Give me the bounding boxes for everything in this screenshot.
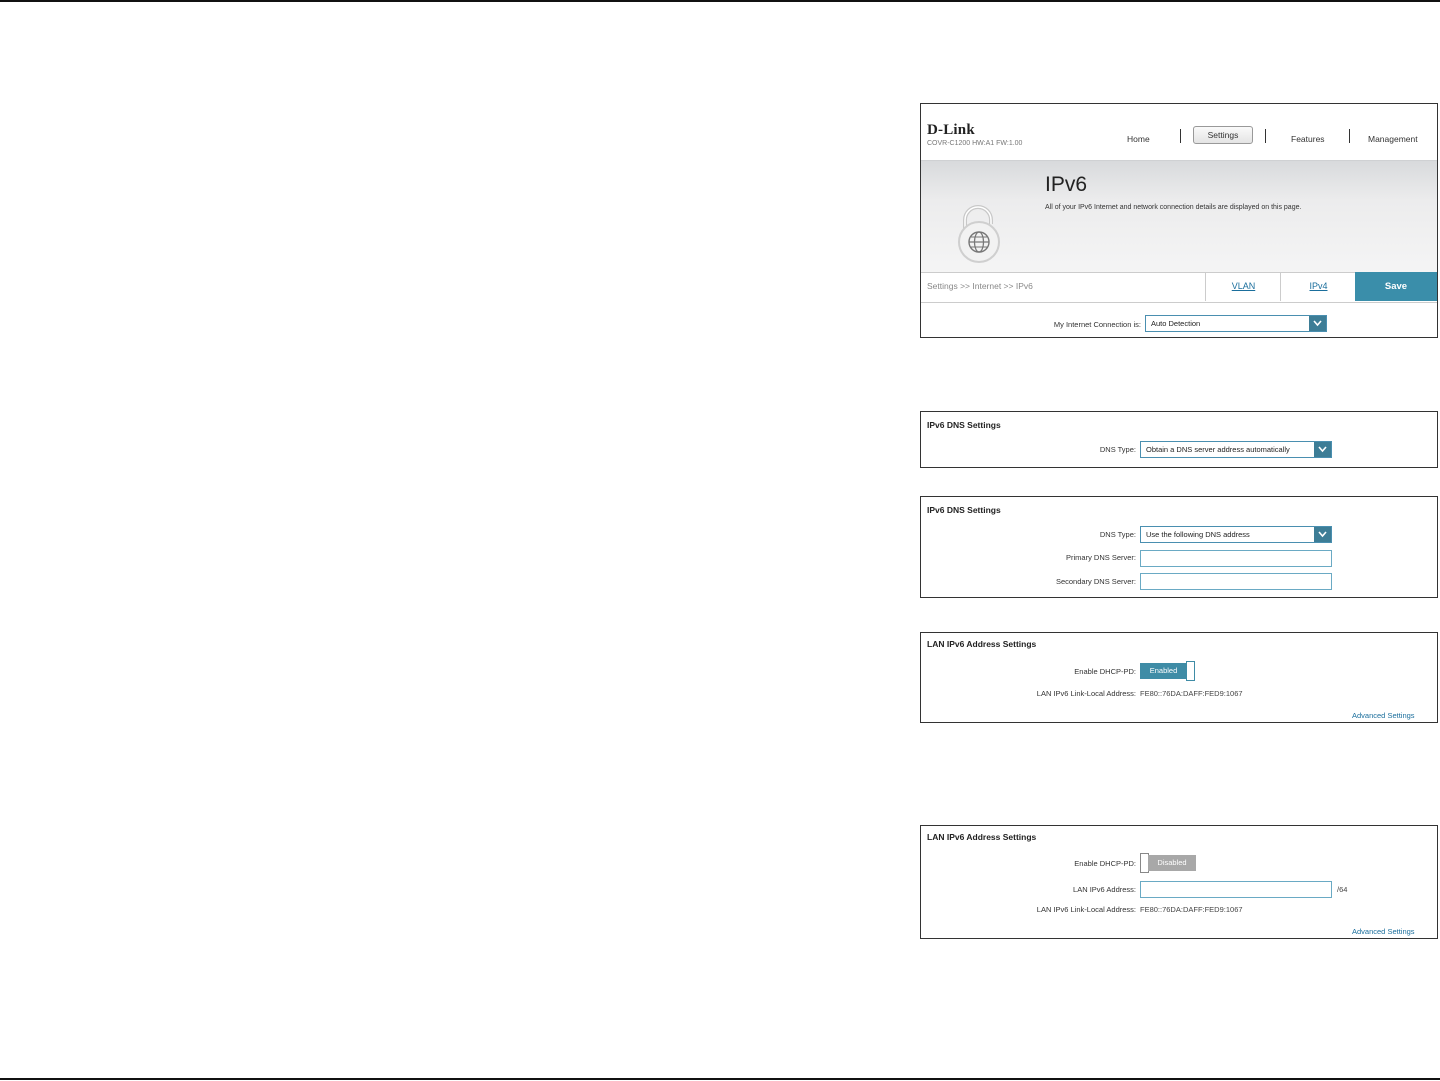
nav-settings[interactable]: Settings — [1193, 126, 1253, 144]
dhcp-pd-toggle[interactable] — [1140, 661, 1197, 681]
prefix-suffix: /64 — [1337, 885, 1348, 894]
dns-type-select-value: Obtain a DNS server address automatically — [1146, 445, 1290, 454]
link-local-label: LAN IPv6 Link-Local Address: — [1036, 689, 1136, 698]
nav-separator — [1349, 129, 1350, 143]
lan-disabled-panel — [920, 825, 1438, 939]
nav-features[interactable]: Features — [1291, 134, 1325, 144]
advanced-settings-link[interactable]: Advanced Settings — [1352, 927, 1415, 936]
link-local-value: FE80::76DA:DAFF:FED9:1067 — [1140, 689, 1243, 698]
panel-title: IPv6 DNS Settings — [927, 505, 1001, 515]
save-button[interactable]: Save — [1355, 272, 1437, 301]
tab-vlan[interactable]: VLAN — [1205, 272, 1281, 301]
model-info: COVR-C1200 HW:A1 FW:1.00 — [927, 140, 1023, 147]
dhcp-pd-label: Enable DHCP-PD: — [1074, 859, 1136, 868]
nav-home[interactable]: Home — [1127, 134, 1150, 144]
chevron-down-icon — [1314, 527, 1331, 542]
bottom-rule — [0, 1078, 1440, 1080]
page-title: IPv6 — [1045, 173, 1088, 196]
connection-select[interactable] — [1145, 315, 1327, 332]
dns-type-select-value: Use the following DNS address — [1146, 530, 1250, 539]
nav-separator — [1265, 129, 1266, 143]
chevron-down-icon — [1309, 316, 1326, 331]
dlink-logo: D-Link — [927, 122, 975, 138]
connection-label: My Internet Connection is: — [1053, 320, 1141, 329]
secondary-dns-input[interactable] — [1140, 573, 1332, 590]
tab-ipv4[interactable]: IPv4 — [1280, 272, 1356, 301]
panel-title: LAN IPv6 Address Settings — [927, 639, 1037, 649]
primary-dns-input[interactable] — [1140, 550, 1332, 567]
panel-title: IPv6 DNS Settings — [927, 420, 1001, 430]
lan-enabled-panel — [920, 632, 1438, 723]
link-local-label: LAN IPv6 Link-Local Address: — [1036, 905, 1136, 914]
lan-ipv6-address-input[interactable] — [1140, 881, 1332, 898]
breadcrumb: Settings >> Internet >> IPv6 — [927, 281, 1033, 291]
page-description: All of your IPv6 Internet and network connection details are displayed on this page. — [1045, 204, 1302, 211]
dhcp-pd-label: Enable DHCP-PD: — [1074, 667, 1136, 676]
panel-title: LAN IPv6 Address Settings — [927, 832, 1037, 842]
advanced-settings-link[interactable]: Advanced Settings — [1352, 711, 1415, 720]
nav-separator — [1180, 129, 1181, 143]
nav-management[interactable]: Management — [1368, 134, 1418, 144]
dns-auto-panel — [920, 411, 1438, 468]
toggle-knob — [1186, 661, 1195, 681]
dns-type-label: DNS Type: — [1099, 530, 1136, 539]
link-local-value: FE80::76DA:DAFF:FED9:1067 — [1140, 905, 1243, 914]
connection-select-value: Auto Detection — [1151, 319, 1201, 328]
chevron-down-icon — [1314, 442, 1331, 457]
toggle-state: Disabled — [1148, 855, 1196, 871]
lock-globe-icon — [955, 200, 1005, 266]
dns-type-select[interactable] — [1140, 526, 1332, 543]
dhcp-pd-toggle[interactable] — [1140, 853, 1197, 873]
lan-ipv6-address-label: LAN IPv6 Address: — [1073, 885, 1136, 894]
dns-type-label: DNS Type: — [1099, 445, 1136, 454]
primary-dns-label: Primary DNS Server: — [1065, 553, 1136, 562]
dns-type-select[interactable] — [1140, 441, 1332, 458]
dns-manual-panel — [920, 496, 1438, 598]
toggle-state: Enabled — [1140, 663, 1187, 679]
ipv6-main-screenshot — [920, 103, 1438, 338]
top-rule — [0, 0, 1440, 2]
secondary-dns-label: Secondary DNS Server: — [1055, 577, 1136, 586]
